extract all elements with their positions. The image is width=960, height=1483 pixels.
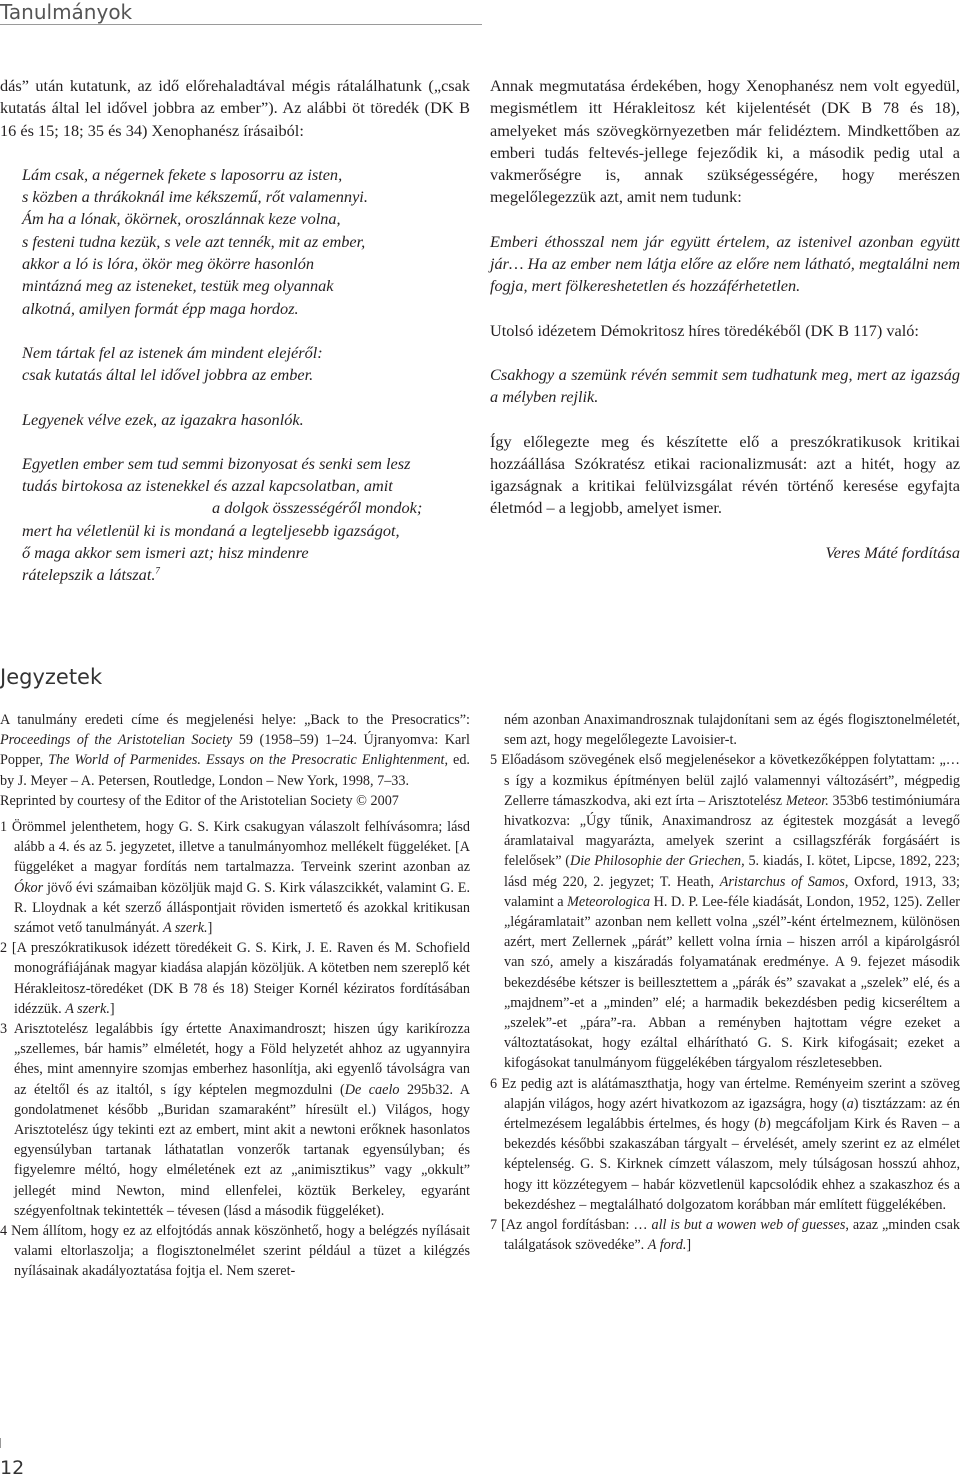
fragment-line: Legyenek vélve ezek, az igazakra hasonlók. bbox=[22, 409, 304, 429]
intro-paragraph: dás” után kutatunk, az idő előrehaladtával mégis rátalálhatunk („csak kutatás által lel idővel jobbra az ember”). Az alábbi öt töredék (DK B 16 és 15; 18; 35 és 34) Xenophanész írásaiból: bbox=[0, 76, 470, 140]
fragment-line: a dolgok összességéről mondok; bbox=[212, 498, 423, 518]
notes-title: Jegyzetek bbox=[0, 665, 103, 689]
footnote-5 bbox=[490, 750, 960, 1073]
fragment-line: ő maga akkor sem ismeri azt; hisz mindenre bbox=[22, 543, 309, 563]
footnote-signature: A szerk. bbox=[65, 1000, 110, 1017]
footnote-italic: b bbox=[759, 1116, 767, 1133]
source-text: A tanulmány eredeti címe és megjelenési helye: „Back to the Presocratics”: bbox=[0, 712, 470, 728]
footnote-italic: Die Philosophie der Griechen, bbox=[569, 853, 745, 870]
footnote-text: H. D. P. Lee-féle kiadását, London, 1952, 125). Zeller „légáramlatait” azonban nem kellett volna „szél”-ként értelmeznem, különösen azért, mert Zellernek „párát” kellett volna írnia – hiszen arról a kipárolgásról van szó, amely a kiszáradás folyamatának eredménye. A 9. fejezet második bekezdésébe kétszer is beillesztettem a „párák és” szavakat a „szelek” elé, és a „majdnem”-et a „minden” elé; a harmadik bekezdésben pedig kicseréltem a „szelek”-et „pára”-ra. Abban a reményben hajtottam végre ezeket a változtatásokat, hogy ezáltal elhárítható G. S. Kirk kifogásait; ezeket a kifogásokat tanulmányom függelékében tárgyalom részletesebben. bbox=[504, 893, 960, 1072]
quote: Csakhogy a szemünk révén semmit sem tudhatunk meg, mert az igazság a mélyben rejlik. bbox=[490, 364, 960, 407]
source-journal: Proceedings of the Aristotelian Society bbox=[0, 732, 233, 749]
footnote-3 bbox=[0, 1019, 470, 1221]
fragment-line: s közben a thrákoknál ime kékszemű, rőt valamennyi. bbox=[22, 187, 368, 207]
source-book: The World of Parmenides. Essays on the Presocratic Enlightenment bbox=[48, 752, 445, 769]
notes-right-column bbox=[490, 710, 960, 1255]
left-column bbox=[0, 75, 470, 587]
footnote-text: 5. kiadás, I. kötet, Lipcse, 1892, 223; lásd még 220, 2. jegyzet; T. Heath, bbox=[504, 853, 960, 890]
fragment-line-last bbox=[0, 564, 470, 586]
footnote-7 bbox=[490, 1215, 960, 1255]
footnote-italic: a bbox=[846, 1095, 854, 1112]
footnote-italic: Meteor. bbox=[785, 792, 829, 809]
source-note bbox=[0, 710, 470, 791]
footnote-text: 2 [A preszókratikusok idézett töredékeit G. S. Kirk, J. E. Raven és M. Schofield monográfiájának magyar kiadása alapján közöljük. A kötetben nem szereplő két Hérakleitosz-töredéket (DK B 78 és 18) Steiger Kornél kéziratos fordításában idézzük. bbox=[0, 940, 470, 1017]
footnote-italic: Ókor bbox=[14, 879, 44, 896]
translator-credit: Veres Máté fordítása bbox=[825, 542, 960, 562]
footnote-text: 7 [Az angol fordításban: … bbox=[490, 1217, 652, 1234]
footnote-ref: 7 bbox=[155, 565, 160, 576]
footnote-2 bbox=[0, 938, 470, 1019]
footnote-text: ) megcáfoljam Kirk és Raven – a bekezdés későbbi szakaszában tárgyalt – érvelését, amely szerint ez az elmélet képtelenség. G. S. Kirknek címzett válaszom, mely túlságosan hosszú ahhoz, hogy itt közzétegyem – habár közvetlenül kapcsolódik ehhez a szakaszhoz és a bekezdéshez – megtalálható dolgozatom korábban már említett függelékében. bbox=[504, 1116, 960, 1213]
fragment-line: mert ha véletlenül ki is mondaná a legteljesebb igazságot, bbox=[22, 520, 400, 540]
fragment-line: alkotná, amilyen formát épp maga hordoz. bbox=[22, 298, 299, 318]
reprint-note: Reprinted by courtesy of the Editor of the Aristotelian Society © 2007 bbox=[0, 792, 399, 809]
paragraph: Annak megmutatása érdekében, hogy Xenophanész nem volt egyedül, megismétlem itt Hérakleitosz két kijelentését (DK B 78 és 18), amelyeket más szövegkörnyezetben már felidéztem. Mindkettőben az emberi tudás feltevés-jellege fejeződik ki, a második pedig utal a vakmerőségre is, annak szükségességére, hogy merészen megelőlegezzük azt, amit nem tudunk: bbox=[490, 76, 960, 207]
footnote-text: ] bbox=[686, 1237, 692, 1254]
fragment-line: mintázná meg az isteneket, testük meg olyannak bbox=[22, 276, 334, 296]
footnote-4-continued: ném azonban Anaximandrosznak tulajdonítani sem az égés flogisztonelméletét, sem azt, hogy megelőlegezte Lavoisier-t. bbox=[504, 712, 960, 749]
footnote-6 bbox=[490, 1074, 960, 1215]
footnote-text: 5 Előadásom szövegének első megjelenésekor a következőképpen folytattam: „… s így a kozmikus építményen belül zajló valamennyi változásért”, mégpedig Zellerre támaszkodva, aki ezt írta – Arisztotelész bbox=[490, 752, 960, 809]
page-number: 12 bbox=[0, 1457, 25, 1479]
footnote-1 bbox=[0, 817, 470, 938]
section-title: Tanulmányok bbox=[0, 0, 133, 24]
section-header bbox=[0, 0, 482, 25]
fragment-line: akkor a ló is lóra, ökör meg ökörre hasonlón bbox=[22, 254, 314, 274]
footnote-text: jövő évi számaiban közöljük majd G. S. Kirk válaszcikkét, valamint G. E. R. Lloydnak a két szerző álláspontjait röviden ismertető és azokkal kritikusan számot vető tanulmányát. bbox=[14, 879, 470, 937]
source-text: 59 (1958–59) 1–24. Újranyomva: Karl Popper, bbox=[0, 732, 470, 769]
footnote-text: 353b6 testimóniumára hivatkozva: „Úgy tűnik, Anaximandrosz az égitestek mozgását a levegő áramlataival magyarázta, amelyek szerint a csillagszférák forgásáért is felelősek” ( bbox=[504, 792, 960, 870]
paragraph: Így előlegezte meg és készítette elő a preszókratikusok kritikai hozzáállása Szókratész etikai racionalizmusát: azt a hitét, hogy az igazságnak a kritikai felülvizsgálat révén történő keresése egyfajta életmód – a legjobb, amelyet ismer. bbox=[490, 431, 960, 518]
footnote-italic: Meteorologica bbox=[567, 893, 651, 910]
footnote-text: ) tisztázzam: az én értelmezésem legalábbis értelmes, és hogy ( bbox=[504, 1095, 960, 1133]
page-number-rule bbox=[0, 1438, 1, 1448]
fragment-line: Lám csak, a négernek fekete s laposorru az isten, bbox=[22, 164, 343, 184]
footnote-italic: all is but a wowen web of guesses bbox=[651, 1217, 846, 1234]
fragment-line: csak kutatás által lel idővel jobbra az ember. bbox=[22, 365, 314, 385]
footnote-signature: A szerk. bbox=[162, 920, 208, 937]
footnote-text: 3 Arisztotelész legalábbis így értette Anaximandroszt; hiszen úgy karikírozza „szellemes, bár hamis” elméletét, hogy a Föld helyzetét ahhoz az ugyannyira éhes, mint amennyire szomjas emberhez hasonlítja, aki egyenlő távolságra van az ételtől és az italtól, s így képtelen megmozdulni ( bbox=[0, 1021, 470, 1098]
footnote-text: ] bbox=[207, 920, 213, 937]
footnote-text: , azaz „minden csak találgatások szövedéke”. bbox=[504, 1217, 960, 1254]
fragment-line: Nem tártak fel az istenek ám mindent elejéről: bbox=[22, 342, 323, 362]
right-column bbox=[490, 75, 960, 564]
fragment-line: tudás birtokosa az istenekkel és azzal kapcsolatban, amit bbox=[22, 476, 393, 496]
fragment-line: Egyetlen ember sem tud semmi bizonyosat és senki sem lesz bbox=[22, 453, 411, 473]
footnote-text: 295b32. A gondolatmenet később „Buridan szamaraként” híresült el.) Világos, hogy Arisztotelész úgy tekinti ezt az embert, mint akit a newtoni erőknek hasonlatos egyensúlyban tartanak láthatatlan vonzerők tartanak egyensúlyban; és figyelemre méltó, hogy elméletének ezt az „animisztikus” vagy „okkult” jellegét mind Newton, mind ellenfelei, köztük Berkeley, egyaránt szégyenfoltnak tekintették – tévesen (lásd a második függeléket). bbox=[14, 1081, 470, 1219]
quote: Emberi éthosszal nem jár együtt értelem, az istenivel azonban együtt jár… Ha az ember nem látja előre az előre nem látható, megtalálni nem fogja, mert fölkereshetetlen és hozzáférhetetlen. bbox=[490, 231, 960, 296]
footnote-text: 1 Örömmel jelenthetem, hogy G. S. Kirk csakugyan válaszolt felhívásomra; lásd alább a 4. és az 5. jegyzetet, illetve a tanulmányomhoz mellékelt függeléket. [A függeléket a magyar fordítás nem tartalmazza. Terveink szerint azonban az bbox=[0, 819, 470, 876]
footnote-text: , Oxford, 1913, 33; valamint a bbox=[504, 873, 960, 910]
footnote-italic: De caelo bbox=[344, 1081, 400, 1098]
paragraph: Utolsó idézetem Démokritosz híres töredékéből (DK B 117) való: bbox=[490, 320, 919, 340]
footnote-italic: Aristarchus of Samos bbox=[719, 873, 845, 890]
footnote-text: 6 Ez pedig azt is alátámaszthatja, hogy van értelme. Reményeim szerint a szöveg alapján világos, hogy azért hivatkozom az igazságra, hogy ( bbox=[490, 1075, 960, 1112]
fragment-line: s festeni tudna kezük, s vele azt tennék, mit az ember, bbox=[22, 231, 366, 251]
footnote-signature: A ford. bbox=[647, 1237, 687, 1254]
source-text: , ed. by J. Meyer – A. Petersen, Routledge, London – New York, 1998, 7–33. bbox=[0, 752, 470, 789]
notes-left-column bbox=[0, 710, 470, 1282]
footnote-text: ] bbox=[109, 1000, 115, 1017]
fragment-text: rátelepszik a látszat. bbox=[22, 565, 156, 585]
fragment-line: Ám ha a lónak, ökörnek, oroszlánnak keze volna, bbox=[22, 209, 341, 229]
footnote-4: 4 Nem állítom, hogy ez az elfojtódás annak köszönhető, hogy a belégzés nyílásait valami eltorlaszolja; a flogisztonelmélet szerint például a tüzet a kilégzés nyílásainak akadályoztatása fojtja el. Nem szeret- bbox=[0, 1223, 470, 1280]
